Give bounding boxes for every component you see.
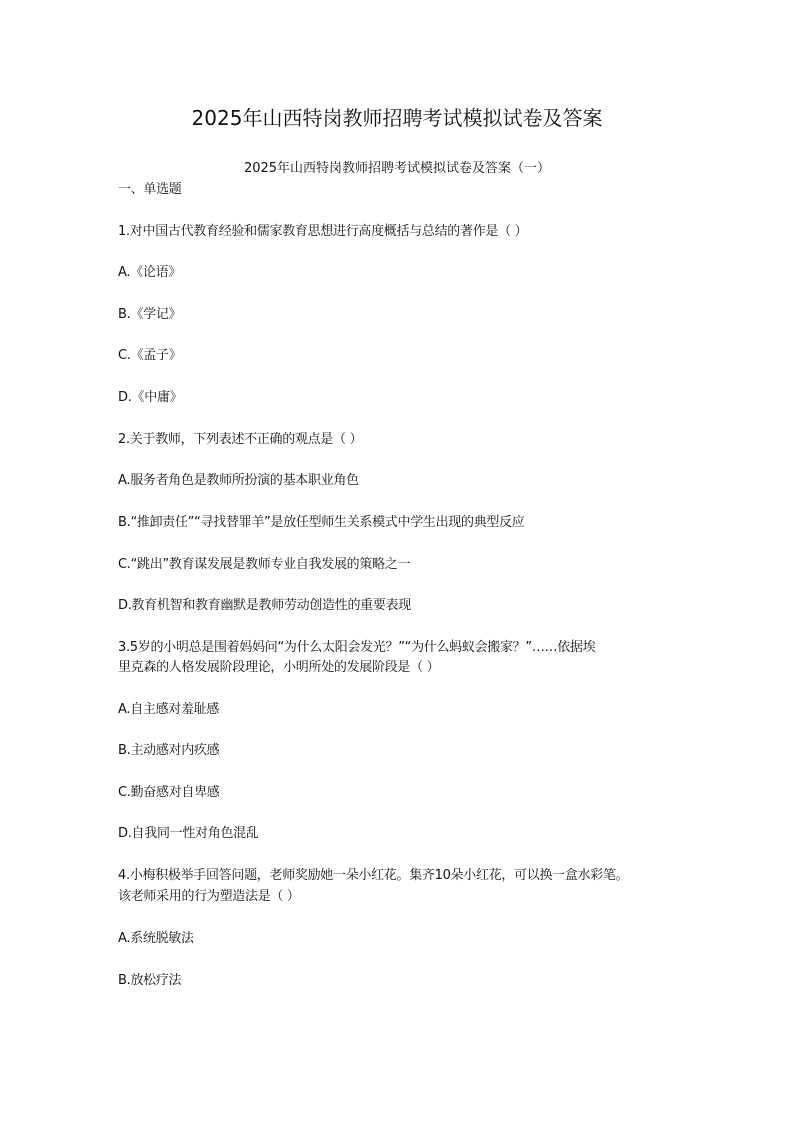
section-heading: 一、单选题 xyxy=(118,182,182,197)
option: A.系统脱敏法 xyxy=(118,931,194,946)
question-stem: 1.对中国古代教育经验和儒家教育思想进行高度概括与总结的著作是（ ） xyxy=(118,224,528,239)
option: D.《中庸》 xyxy=(118,390,183,405)
option: C.“跳出”教育谋发展是教师专业自我发展的策略之一 xyxy=(118,557,411,572)
question-stem: 3.5岁的小明总是围着妈妈问“为什么太阳会发光？”“为什么蚂蚁会搬家？”……依据埃 xyxy=(118,640,596,655)
option: D.自我同一性对角色混乱 xyxy=(118,826,259,841)
question-stem: 4.小梅积极举手回答问题，老师奖励她一朵小红花。集齐10朵小红花，可以换一盒水彩笔。 xyxy=(118,868,629,883)
option: C.勤奋感对自卑感 xyxy=(118,785,220,800)
option: B.主动感对内疚感 xyxy=(118,743,220,758)
option: A.自主感对羞耻感 xyxy=(118,702,220,717)
document-title: 2025年山西特岗教师招聘考试模拟试卷及答案 xyxy=(191,106,603,130)
option: B.“推卸责任”“寻找替罪羊”是放任型师生关系模式中学生出现的典型反应 xyxy=(118,515,525,530)
question-stem: 2.关于教师，下列表述不正确的观点是（ ） xyxy=(118,432,363,447)
option: B.《学记》 xyxy=(118,307,182,322)
question-stem-continued: 该老师采用的行为塑造法是（ ） xyxy=(118,889,300,904)
document-subtitle: 2025年山西特岗教师招聘考试模拟试卷及答案（一） xyxy=(243,161,551,176)
option: C.《孟子》 xyxy=(118,348,182,363)
question-stem-continued: 里克森的人格发展阶段理论，小明所处的发展阶段是（ ） xyxy=(118,660,440,675)
option: A.《论语》 xyxy=(118,265,181,280)
option: D.教育机智和教育幽默是教师劳动创造性的重要表现 xyxy=(118,598,411,613)
option: A.服务者角色是教师所扮演的基本职业角色 xyxy=(118,473,359,488)
option: B.放松疗法 xyxy=(118,973,182,988)
